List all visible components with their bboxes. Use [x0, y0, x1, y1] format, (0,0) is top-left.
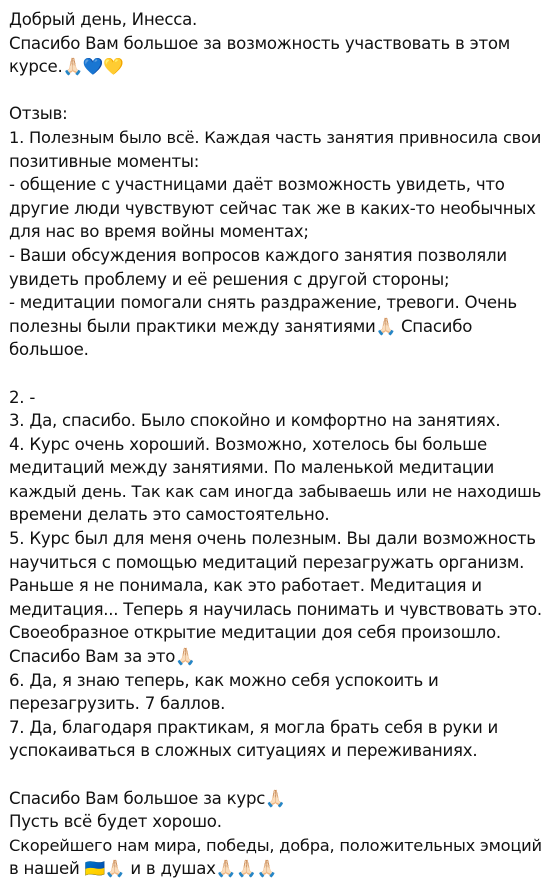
message-blank-line	[9, 79, 540, 103]
message-text-line: каждый день. Так как сам иногда забываешь или не находишь	[9, 481, 542, 501]
message-text-line: Спасибо Вам большое за курс🙏🏻	[9, 788, 286, 808]
message-text-line: большое.	[9, 340, 89, 360]
message-text-line: - медитации помогали снять раздражение, тревоги. Очень	[9, 293, 517, 313]
message-text-line: Отзыв:	[9, 104, 68, 124]
message-text-line: курсе.🙏🏻💙💛	[9, 57, 124, 77]
message-text-line: 1. Полезным было всё. Каждая часть занятия привносила свои	[9, 127, 542, 147]
message-text-line: позитивные моменты:	[9, 151, 200, 171]
message-text-line: 4. Курс очень хороший. Возможно, хотелось бы больше	[9, 434, 488, 454]
message-text-line: медитаций между занятиями. По маленькой медитации	[9, 458, 495, 478]
message-text-line: в нашей 🇺🇦🙏🏻 и в душах🙏🏻🙏🏻🙏🏻	[9, 859, 277, 879]
message-text-line: Пусть всё будет хорошо.	[9, 812, 222, 832]
message-text-line: Своеобразное открытие медитации доя себя произошло.	[9, 623, 501, 643]
message-text-line: 7. Да, благодаря практикам, я могла брать себя в руки и	[9, 717, 499, 737]
message-text-line: времени делать это самостоятельно.	[9, 505, 330, 525]
message-text-line: полезны были практики между занятиями🙏🏻 Спасибо	[9, 316, 473, 336]
message-text-line: другие люди чувствуют сейчас так же в каких-то необычных	[9, 198, 536, 218]
message-text-line: - Ваши обсуждения вопросов каждого занятия позволяли	[9, 245, 507, 265]
message-text-line: 6. Да, я знаю теперь, как можно себя успокоить и	[9, 670, 439, 690]
message-text-line: Спасибо Вам за это🙏🏻	[9, 647, 196, 667]
message-text-line: успокаиваться в сложных ситуациях и переживаниях.	[9, 741, 478, 761]
message-text-line: Раньше я не понимала, как это работает. Медитация и	[9, 576, 482, 596]
message-text-line: 3. Да, спасибо. Было спокойно и комфортно на занятиях.	[9, 411, 501, 431]
message-text-line: для нас во время войны моментах;	[9, 222, 309, 242]
message-text-line: - общение с участницами даёт возможность увидеть, что	[9, 175, 505, 195]
message-text-line: Добрый день, Инесса.	[9, 10, 198, 29]
message-text-line: Скорейшего нам мира, победы, добра, положительных эмоций	[9, 835, 542, 855]
message-text-line: 2. -	[9, 387, 36, 407]
message-text-line: перезагрузить. 7 баллов.	[9, 694, 226, 714]
message-text-line: 5. Курс был для меня очень полезным. Вы дали возможность	[9, 529, 536, 549]
message-text-line: научиться с помощью медитаций перезагружать организм.	[9, 552, 525, 572]
message-blank-line	[9, 763, 540, 787]
message-text-line: медитация... Теперь я научилась понимать и чувствовать это.	[9, 599, 542, 619]
message-text-line: Спасибо Вам большое за возможность участвовать в этом	[9, 33, 511, 53]
message-text-line: увидеть проблему и её решения с другой стороны;	[9, 269, 450, 289]
message-blank-line	[9, 362, 540, 386]
